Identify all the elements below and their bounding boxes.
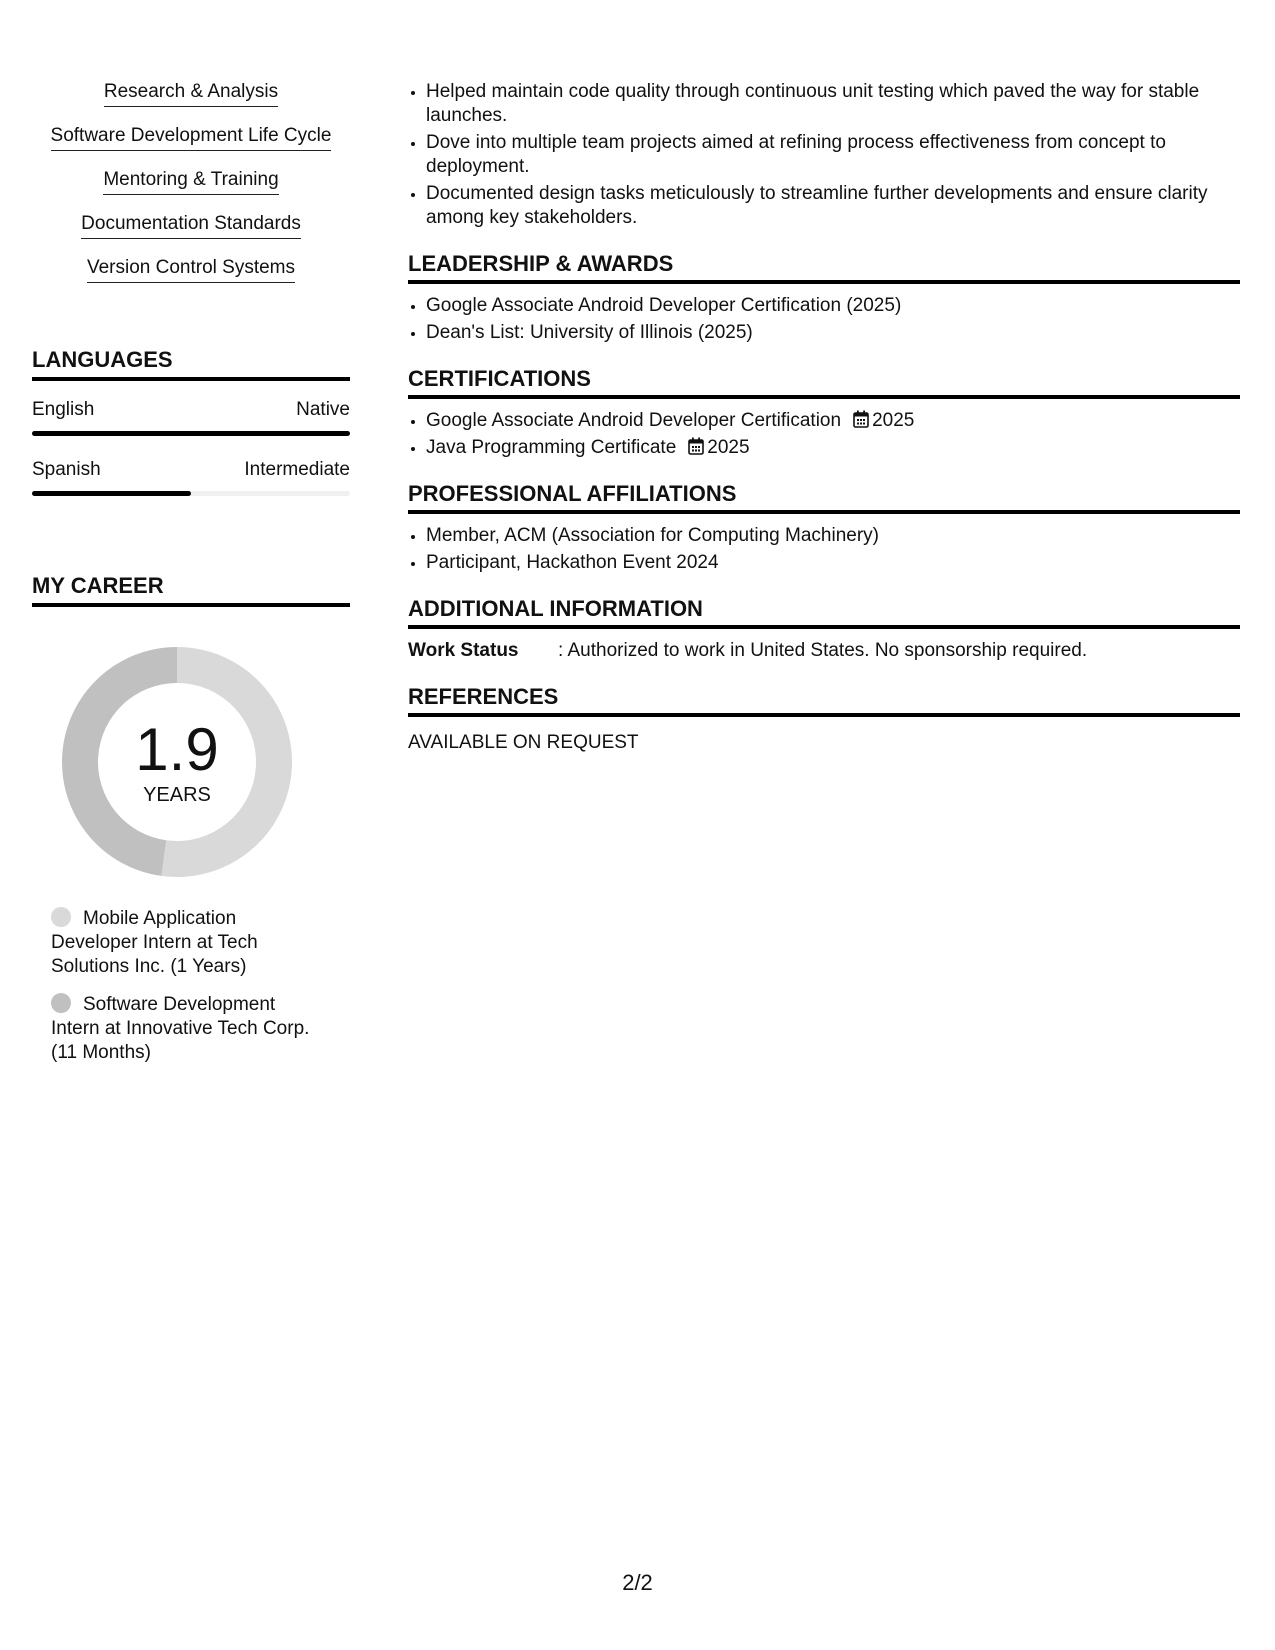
page-number: 2/2 — [622, 1570, 653, 1595]
certification-year: 2025 — [707, 437, 750, 458]
skill-item: Documentation Standards — [81, 212, 301, 239]
certification-year: 2025 — [872, 410, 915, 431]
leadership-item: • Dean's List: University of Illinois (2025) — [426, 321, 1240, 345]
legend-item — [51, 907, 321, 979]
skill-item: Software Development Life Cycle — [51, 124, 332, 151]
legend-item — [51, 993, 321, 1065]
legend-dot — [51, 907, 71, 927]
career-unit: YEARS — [143, 784, 211, 806]
work-status-row — [408, 639, 1240, 663]
leadership-title: LEADERSHIP & AWARDS — [408, 250, 1240, 284]
experience-bullets — [408, 80, 1240, 230]
leadership-item: • Google Associate Android Developer Certification (2025) — [426, 294, 1240, 318]
language-level: Native — [296, 399, 350, 420]
language-bar-fill — [32, 491, 191, 496]
certification-name: Google Associate Android Developer Certification — [426, 410, 842, 431]
career-donut-chart — [62, 647, 292, 877]
languages-section — [32, 346, 350, 496]
legend-label: Mobile Application Developer Intern at Tech Solutions Inc. (1 Years) — [51, 908, 258, 977]
references-title: REFERENCES — [408, 683, 1240, 717]
experience-bullet: • Helped maintain code quality through continuous unit testing which paved the way for stable launches. — [426, 80, 1240, 128]
language-name: English — [32, 399, 95, 420]
additional-info-title: ADDITIONAL INFORMATION — [408, 595, 1240, 629]
certification-name: Java Programming Certificate — [426, 437, 677, 458]
experience-bullet: • Dove into multiple team projects aimed at refining process effectiveness from concept to deployment. — [426, 131, 1240, 179]
left-column — [32, 80, 350, 1079]
legend-dot — [51, 993, 71, 1013]
language-bar — [32, 491, 350, 496]
legend-label: Software Development Intern at Innovative Tech Corp. (11 Months) — [51, 994, 310, 1063]
language-level: Intermediate — [244, 459, 350, 480]
language-bar — [32, 431, 350, 436]
career-section — [32, 572, 350, 1065]
languages-title: LANGUAGES — [32, 346, 350, 381]
skill-item: Version Control Systems — [87, 256, 295, 283]
language-bar-fill — [32, 431, 350, 436]
right-column — [408, 80, 1240, 755]
language-item — [32, 458, 350, 496]
skills-list — [32, 80, 350, 300]
leadership-list — [408, 294, 1240, 345]
experience-bullet: • Documented design tasks meticulously to streamline further developments and ensure clarity among key stakeholders. — [426, 182, 1240, 230]
certification-item — [426, 436, 1240, 460]
skill-item: Mentoring & Training — [103, 168, 278, 195]
affiliation-item: • Member, ACM (Association for Computing Machinery) — [426, 524, 1240, 548]
career-total: 1.9 — [135, 716, 219, 783]
skill-item: Research & Analysis — [104, 80, 278, 107]
language-item — [32, 398, 350, 436]
affiliation-item: • Participant, Hackathon Event 2024 — [426, 551, 1240, 575]
certification-item — [426, 409, 1240, 433]
language-name: Spanish — [32, 459, 101, 480]
affiliations-list — [408, 524, 1240, 575]
career-legend — [51, 907, 321, 1065]
work-status-value: : Authorized to work in United States. No sponsorship required. — [558, 640, 1088, 661]
work-status-label: Work Status — [408, 640, 519, 661]
certifications-list — [408, 409, 1240, 460]
affiliations-title: PROFESSIONAL AFFILIATIONS — [408, 480, 1240, 514]
certifications-title: CERTIFICATIONS — [408, 365, 1240, 399]
career-title: MY CAREER — [32, 572, 350, 607]
calendar-icon — [853, 410, 869, 428]
calendar-icon — [688, 437, 704, 455]
references-text: AVAILABLE ON REQUEST — [408, 732, 639, 753]
